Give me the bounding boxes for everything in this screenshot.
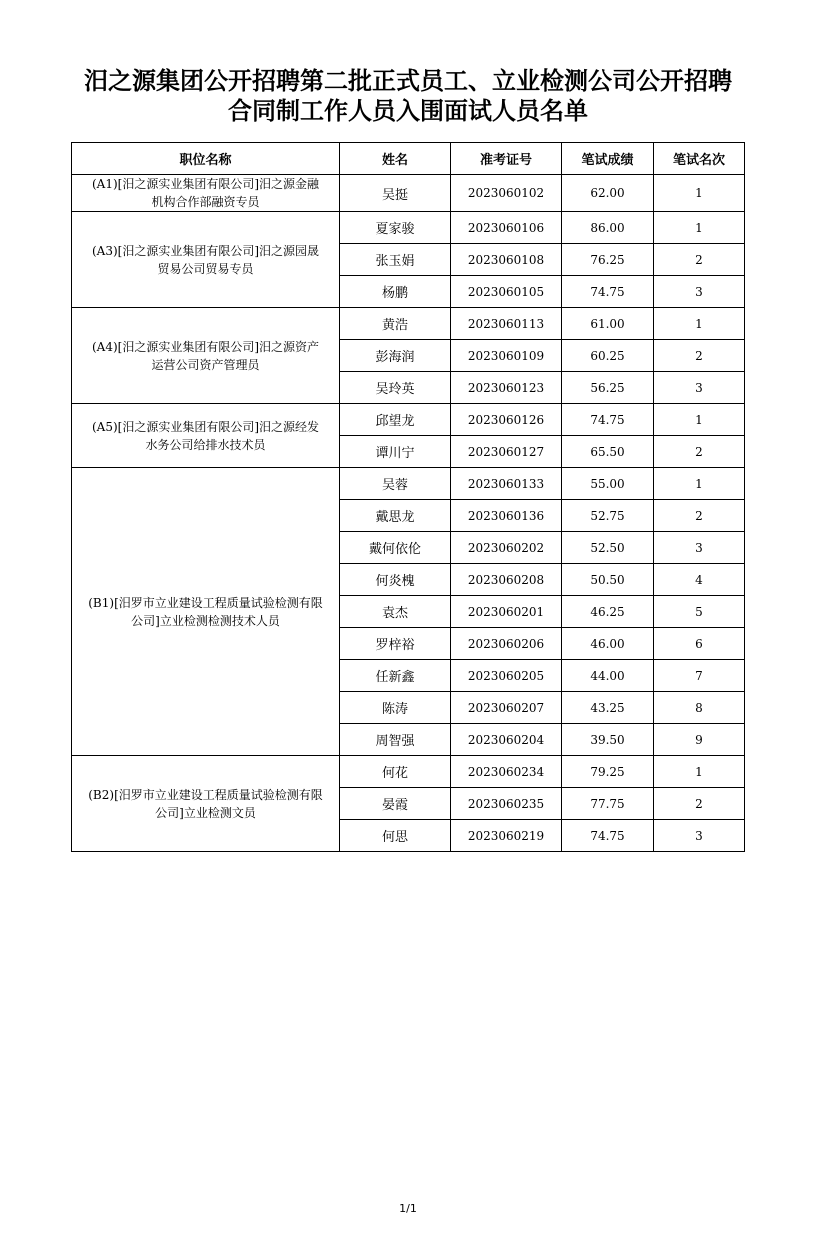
name-cell: 袁杰 (340, 596, 451, 628)
candidate-table (71, 142, 745, 852)
exam-id-cell: 2023060113 (451, 308, 562, 340)
rank-cell: 5 (654, 596, 745, 628)
table-row (72, 756, 745, 788)
score-cell: 52.75 (562, 500, 654, 532)
name-cell: 晏霞 (340, 788, 451, 820)
score-cell: 62.00 (562, 175, 654, 212)
name-cell: 张玉娟 (340, 244, 451, 276)
exam-id-cell: 2023060205 (451, 660, 562, 692)
table-row (72, 308, 745, 340)
score-cell: 39.50 (562, 724, 654, 756)
position-cell (72, 468, 340, 756)
rank-cell: 2 (654, 500, 745, 532)
name-cell: 杨鹏 (340, 276, 451, 308)
position-line: (A1)[汨之源实业集团有限公司]汨之源金融 (91, 177, 320, 191)
name-cell: 罗梓裕 (340, 628, 451, 660)
score-cell: 52.50 (562, 532, 654, 564)
header-rank: 笔试名次 (654, 143, 745, 175)
position-line: 公司]立业检测文员 (155, 805, 256, 820)
exam-id-cell: 2023060234 (451, 756, 562, 788)
table-row (72, 212, 745, 244)
name-cell: 任新鑫 (340, 660, 451, 692)
score-cell: 60.25 (562, 340, 654, 372)
exam-id-cell: 2023060204 (451, 724, 562, 756)
rank-cell: 1 (654, 404, 745, 436)
exam-id-cell: 2023060202 (451, 532, 562, 564)
table-header-row (72, 143, 745, 175)
rank-cell: 1 (654, 756, 745, 788)
score-cell: 74.75 (562, 276, 654, 308)
rank-cell: 1 (654, 212, 745, 244)
exam-id-cell: 2023060106 (451, 212, 562, 244)
position-line: (B1)[汨罗市立业建设工程质量试验检测有限 (88, 595, 323, 610)
name-cell: 何思 (340, 820, 451, 852)
rank-cell: 2 (654, 788, 745, 820)
exam-id-cell: 2023060123 (451, 372, 562, 404)
name-cell: 陈涛 (340, 692, 451, 724)
score-cell: 44.00 (562, 660, 654, 692)
rank-cell: 1 (654, 175, 745, 212)
exam-id-cell: 2023060127 (451, 436, 562, 468)
position-cell (72, 308, 340, 404)
exam-id-cell: 2023060102 (451, 175, 562, 212)
header-name: 姓名 (340, 143, 451, 175)
score-cell: 56.25 (562, 372, 654, 404)
score-cell: 55.00 (562, 468, 654, 500)
rank-cell: 3 (654, 532, 745, 564)
document-title (0, 66, 816, 126)
name-cell: 何炎槐 (340, 564, 451, 596)
header-score: 笔试成绩 (562, 143, 654, 175)
score-cell: 65.50 (562, 436, 654, 468)
position-cell (72, 175, 340, 212)
exam-id-cell: 2023060108 (451, 244, 562, 276)
table-body (72, 175, 745, 852)
rank-cell: 6 (654, 628, 745, 660)
exam-id-cell: 2023060136 (451, 500, 562, 532)
name-cell: 戴何依伦 (340, 532, 451, 564)
position-cell (72, 404, 340, 468)
score-cell: 79.25 (562, 756, 654, 788)
rank-cell: 4 (654, 564, 745, 596)
rank-cell: 8 (654, 692, 745, 724)
name-cell: 何花 (340, 756, 451, 788)
score-cell: 46.00 (562, 628, 654, 660)
exam-id-cell: 2023060126 (451, 404, 562, 436)
name-cell: 彭海润 (340, 340, 451, 372)
exam-id-cell: 2023060206 (451, 628, 562, 660)
score-cell: 77.75 (562, 788, 654, 820)
exam-id-cell: 2023060235 (451, 788, 562, 820)
name-cell: 谭川宁 (340, 436, 451, 468)
score-cell: 61.00 (562, 308, 654, 340)
position-line: (A5)[汨之源实业集团有限公司]汨之源经发 (91, 419, 320, 434)
position-cell (72, 756, 340, 852)
score-cell: 86.00 (562, 212, 654, 244)
name-cell: 黄浩 (340, 308, 451, 340)
position-line: (B2)[汨罗市立业建设工程质量试验检测有限 (88, 787, 323, 802)
score-cell: 50.50 (562, 564, 654, 596)
name-cell: 戴思龙 (340, 500, 451, 532)
name-cell: 邱望龙 (340, 404, 451, 436)
rank-cell: 3 (654, 372, 745, 404)
position-line: 公司]立业检测检测技术人员 (131, 613, 280, 628)
score-cell: 74.75 (562, 820, 654, 852)
exam-id-cell: 2023060133 (451, 468, 562, 500)
rank-cell: 3 (654, 820, 745, 852)
name-cell: 夏家骏 (340, 212, 451, 244)
title-line-2: 合同制工作人员入围面试人员名单 (228, 97, 588, 125)
exam-id-cell: 2023060109 (451, 340, 562, 372)
title-line-1: 汨之源集团公开招聘第二批正式员工、立业检测公司公开招聘 (84, 67, 732, 95)
rank-cell: 7 (654, 660, 745, 692)
exam-id-cell: 2023060105 (451, 276, 562, 308)
table-row (72, 468, 745, 500)
exam-id-cell: 2023060219 (451, 820, 562, 852)
name-cell: 吴蓉 (340, 468, 451, 500)
table-row (72, 404, 745, 436)
score-cell: 43.25 (562, 692, 654, 724)
score-cell: 74.75 (562, 404, 654, 436)
position-line: 水务公司给排水技术员 (145, 437, 266, 452)
exam-id-cell: 2023060207 (451, 692, 562, 724)
position-cell (72, 212, 340, 308)
rank-cell: 9 (654, 724, 745, 756)
position-line: 贸易公司贸易专员 (157, 261, 254, 276)
rank-cell: 2 (654, 436, 745, 468)
name-cell: 周智强 (340, 724, 451, 756)
position-line: 机构合作部融资专员 (151, 195, 260, 209)
exam-id-cell: 2023060201 (451, 596, 562, 628)
rank-cell: 2 (654, 244, 745, 276)
name-cell: 吴玲英 (340, 372, 451, 404)
header-position: 职位名称 (72, 143, 340, 175)
rank-cell: 2 (654, 340, 745, 372)
name-cell: 吴挺 (340, 175, 451, 212)
header-exam-id: 准考证号 (451, 143, 562, 175)
table-row (72, 175, 745, 212)
score-cell: 46.25 (562, 596, 654, 628)
rank-cell: 1 (654, 468, 745, 500)
page-number: 1/1 (399, 1202, 417, 1215)
rank-cell: 1 (654, 308, 745, 340)
position-line: (A3)[汨之源实业集团有限公司]汨之源园晟 (91, 243, 320, 258)
rank-cell: 3 (654, 276, 745, 308)
score-cell: 76.25 (562, 244, 654, 276)
position-line: (A4)[汨之源实业集团有限公司]汨之源资产 (91, 339, 320, 354)
position-line: 运营公司资产管理员 (151, 357, 260, 372)
exam-id-cell: 2023060208 (451, 564, 562, 596)
